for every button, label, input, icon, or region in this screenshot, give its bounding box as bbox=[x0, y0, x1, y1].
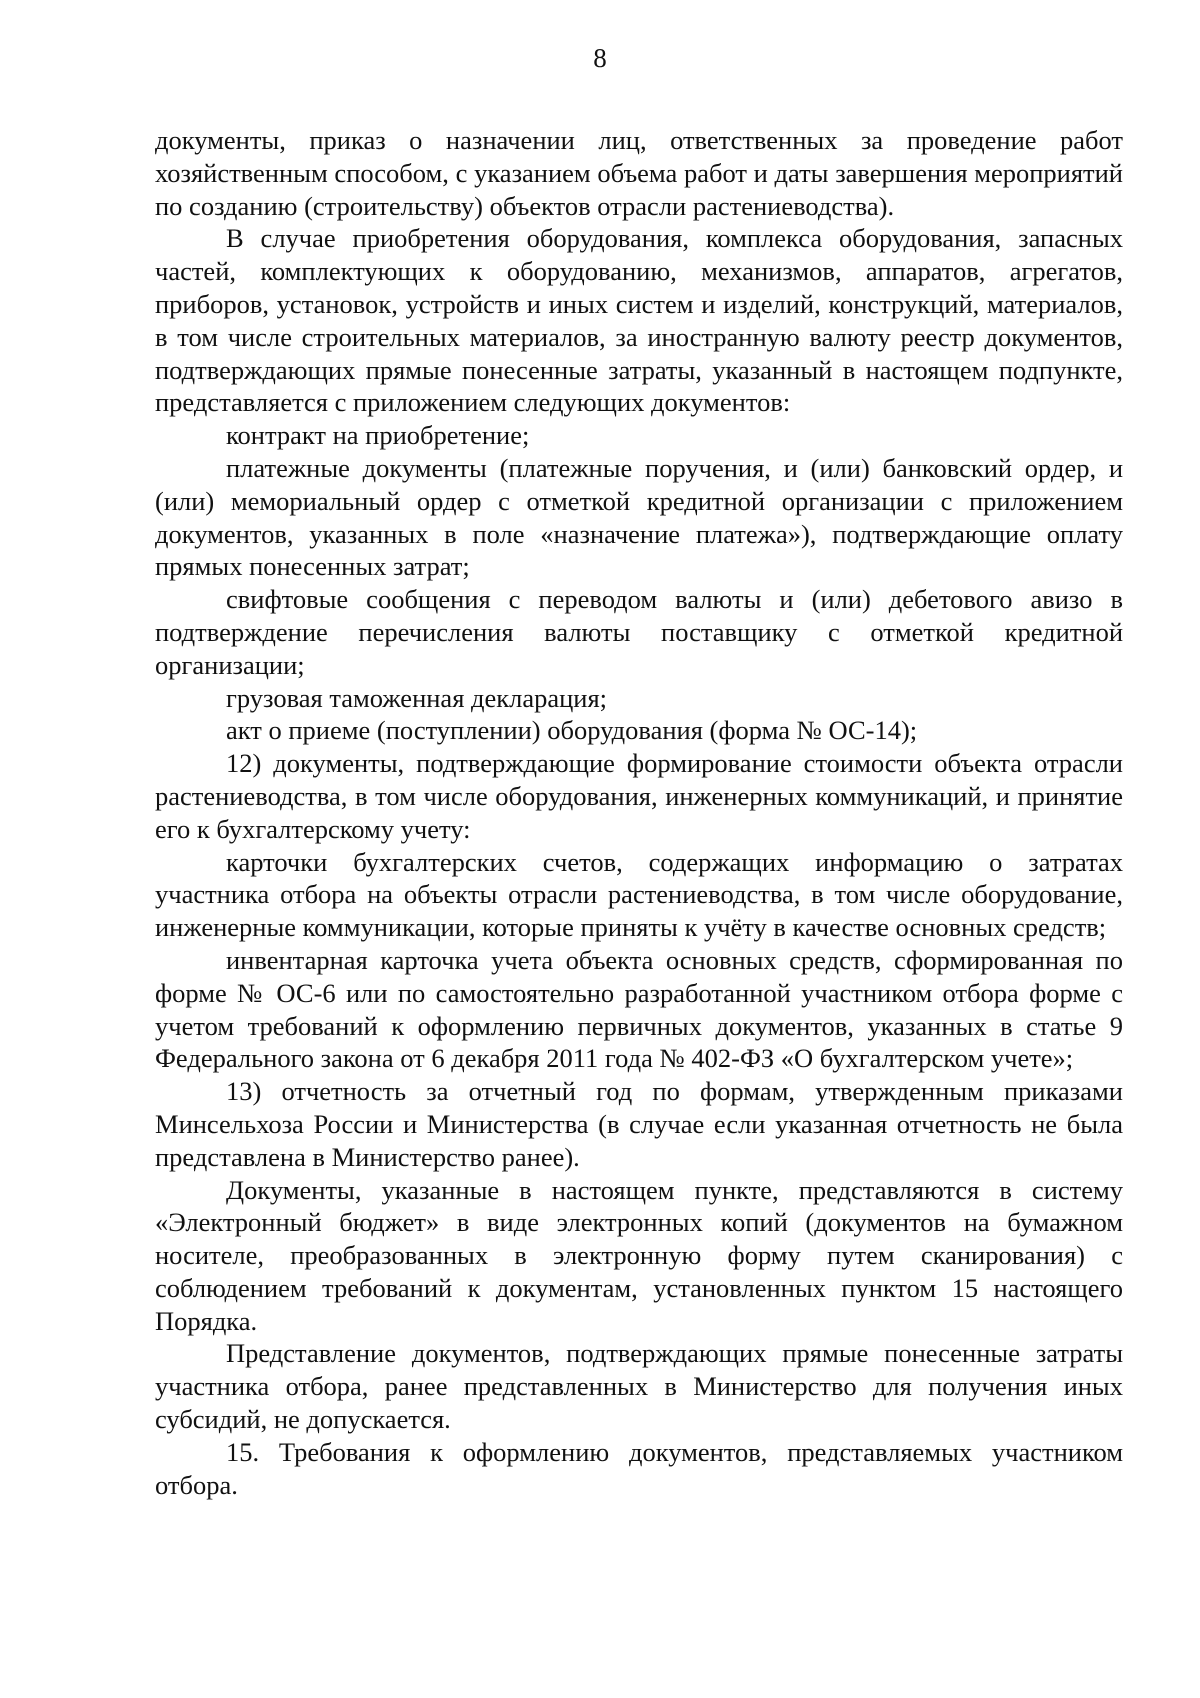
paragraph-not-allowed: Представление документов, подтверждающих прямые понесенные затраты участника отбора, ранее представленных в Министерство для получения иных субсидий, не допускается. bbox=[155, 1338, 1123, 1435]
paragraph-electronic-budget: Документы, указанные в настоящем пункте, представляются в систему «Электронный бюджет» в виде электронных копий (документов на бумажном носителе, преобразованных в электронную форму путем сканирования) с соблюдением требований к документам, установленных пунктом 15 настоящего Порядка. bbox=[155, 1174, 1123, 1336]
list-item-contract: контракт на приобретение; bbox=[226, 420, 530, 451]
paragraph-continuation: документы, приказ о назначении лиц, ответственных за проведение работ хозяйственным способом, с указанием объема работ и даты завершения мероприятий по созданию (строительству) объектов отрасли растениеводства). bbox=[155, 125, 1123, 221]
list-item-swift-messages: свифтовые сообщения с переводом валюты и (или) дебетового авизо в подтверждение перечисления валюты поставщику с отметкой кредитной организации; bbox=[155, 584, 1123, 680]
paragraph-item-15: 15. Требования к оформлению документов, представляемых участником отбора. bbox=[155, 1436, 1123, 1500]
list-item-acceptance-act: акт о приеме (поступлении) оборудования (форма № ОС-14); bbox=[226, 715, 918, 746]
list-item-customs-declaration: грузовая таможенная декларация; bbox=[226, 682, 608, 713]
list-item-payment-documents: платежные документы (платежные поручения, и (или) банковский ордер, и (или) мемориальный ордер с отметкой кредитной организации с приложением документов, указанных в поле «назначение платежа»), подтверждающие оплату прямых понесенных затрат; bbox=[155, 452, 1123, 582]
paragraph-foreign-currency-case: В случае приобретения оборудования, комплекса оборудования, запасных частей, комплектующих к оборудованию, механизмов, аппаратов, агрегатов, приборов, установок, устройств и иных систем и изделий, конструкций, материалов, в том числе строительных материалов, за иностранную валюту реестр документов, подтверждающих прямые понесенные затраты, указанный в настоящем подпункте, представляется с приложением следующих документов: bbox=[155, 223, 1123, 418]
paragraph-item-13: 13) отчетность за отчетный год по формам, утвержденным приказами Минсельхоза России и Министерства (в случае если указанная отчетность не была представлена в Министерство ранее). bbox=[155, 1076, 1123, 1172]
document-body bbox=[155, 124, 1123, 1501]
list-item-account-cards: карточки бухгалтерских счетов, содержащих информацию о затратах участника отбора на объекты отрасли растениеводства, в том числе оборудование, инженерные коммуникации, которые приняты к учёту в качестве основных средств; bbox=[155, 846, 1123, 943]
page-number: 8 bbox=[593, 43, 607, 73]
paragraph-item-12: 12) документы, подтверждающие формирование стоимости объекта отрасли растениеводства, в том числе оборудования, инженерных коммуникаций, и принятие его к бухгалтерскому учету: bbox=[155, 748, 1123, 844]
list-item-inventory-card: инвентарная карточка учета объекта основных средств, сформированная по форме № ОС-6 или по самостоятельно разработанной участником отбора форме с учетом требований к оформлению первичных документов, указанных в статье 9 Федерального закона от 6 декабря 2011 года № 402-ФЗ «О бухгалтерском учете»; bbox=[155, 944, 1123, 1074]
